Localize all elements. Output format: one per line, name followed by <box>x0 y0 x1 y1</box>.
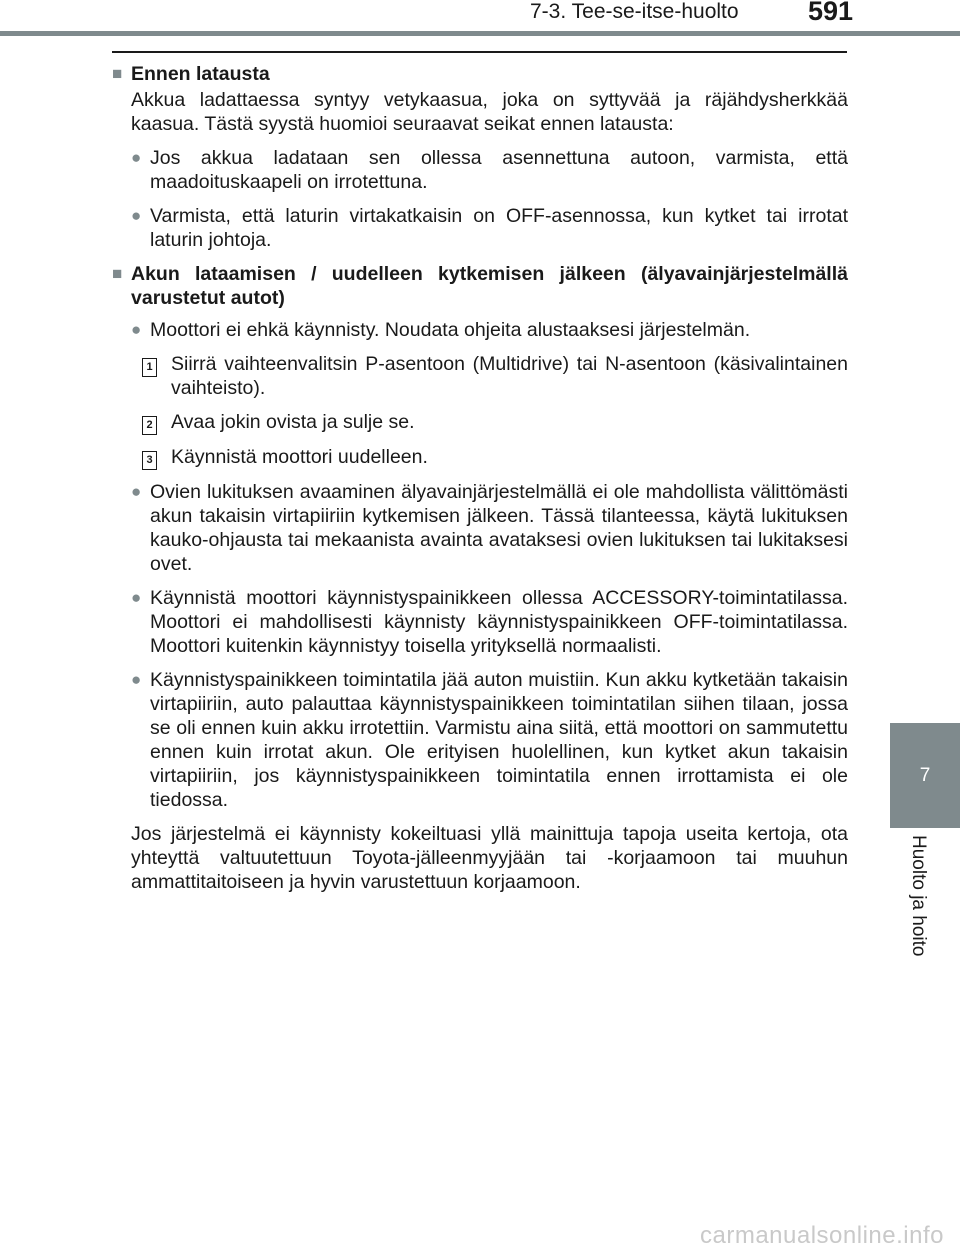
list-item-text: Jos akkua ladataan sen ollessa asennettuna autoon, varmista, että maadoituskaapeli on irrotettuna. <box>150 147 848 193</box>
list-item <box>131 586 848 658</box>
list-item-text: Moottori ei ehkä käynnisty. Noudata ohjeita alustaaksesi järjestelmän. <box>150 319 751 341</box>
step-number: 1 <box>142 358 157 377</box>
page-content <box>112 62 848 904</box>
list-item <box>131 668 848 812</box>
header-rule <box>0 31 960 36</box>
list-item <box>131 204 848 252</box>
list-item-text: Käynnistyspainikkeen toimintatila jää auton muistiin. Kun akku kytketään takaisin virtapiiriin, auto palauttaa käynnistyspainikkeen toimintatilan siihen tilaan, jossa se oli ennen kuin akku irrotettiin. Varmistu aina siitä, että moottori on sammutettu ennen kuin irrotat akun. Ole erityisen huolellinen, kun kytket akun takaisin virtapiiriin, jos käynnistyspainikkeen toimintatila ennen irrottamista ei ole tiedossa. <box>150 669 848 811</box>
chapter-number: 7 <box>919 764 931 786</box>
circle-bullet-icon: ● <box>131 482 142 501</box>
section-title: Ennen latausta <box>131 63 270 85</box>
step-text: Siirrä vaihteenvalitsin P-asentoon (Multidrive) tai N-asentoon (käsivalintainen vaihteisto). <box>171 353 848 399</box>
circle-bullet-icon: ● <box>131 148 142 167</box>
list-item <box>131 318 848 342</box>
section-heading <box>112 62 848 86</box>
chapter-tab[interactable] <box>890 723 960 828</box>
circle-bullet-icon: ● <box>131 670 142 689</box>
content-top-rule <box>112 51 847 53</box>
square-bullet-icon: ■ <box>112 64 123 83</box>
step-text: Avaa jokin ovista ja sulje se. <box>171 411 415 433</box>
step-text: Käynnistä moottori uudelleen. <box>171 446 428 468</box>
section-intro: Akkua ladattaessa syntyy vetykaasua, joka on syttyvää ja räjähdysherkkää kaasua. Tästä syystä huomioi seuraavat seikat ennen latausta: <box>131 89 848 135</box>
closing-paragraph: Jos järjestelmä ei käynnisty kokeiltuasi yllä mainittuja tapoja useita kertoja, ota yhteyttä valtuutettuun Toyota-jälleenmyyjään tai -korjaamoon tai muuhun ammattitaitoiseen ja hyvin varustettuun korjaamoon. <box>131 823 848 893</box>
circle-bullet-icon: ● <box>131 320 142 339</box>
list-item-text: Käynnistä moottori käynnistyspainikkeen ollessa ACCESSORY-toimintatilassa. Moottori ei mahdollisesti käynnisty käynnistyspainikkeen OFF-toimintatilassa. Moottori kuitenkin käynnistyy toisella yrityksellä normaalisti. <box>150 587 848 657</box>
watermark: carmanualsonline.info <box>700 1222 944 1249</box>
list-item-text: Varmista, että laturin virtakatkaisin on OFF-asennossa, kun kytket tai irrotat laturin johtoja. <box>150 205 848 251</box>
header-section-title: 7-3. Tee-se-itse-huolto <box>530 0 739 23</box>
step-item <box>142 352 848 400</box>
section-title: Akun lataamisen / uudelleen kytkemisen jälkeen (älyavainjärjestelmällä varustetut autot) <box>131 263 848 309</box>
step-number: 3 <box>142 451 157 470</box>
step-item <box>142 410 848 435</box>
step-item <box>142 445 848 470</box>
list-item-text: Ovien lukituksen avaaminen älyavainjärjestelmällä ei ole mahdollista välittömästi akun takaisin virtapiiriin kytkemisen jälkeen. Tässä tilanteessa, käytä lukituksen kauko-ohjausta tai mekaanista avainta avataksesi ovien lukituksen tai lukitaksesi ovet. <box>150 481 848 575</box>
list-item <box>131 146 848 194</box>
chapter-label: Huolto ja hoito <box>908 835 929 957</box>
section-heading <box>112 262 848 310</box>
list-item <box>131 480 848 576</box>
step-number: 2 <box>142 416 157 435</box>
circle-bullet-icon: ● <box>131 588 142 607</box>
page-number: 591 <box>808 0 854 26</box>
circle-bullet-icon: ● <box>131 206 142 225</box>
square-bullet-icon: ■ <box>112 264 123 283</box>
